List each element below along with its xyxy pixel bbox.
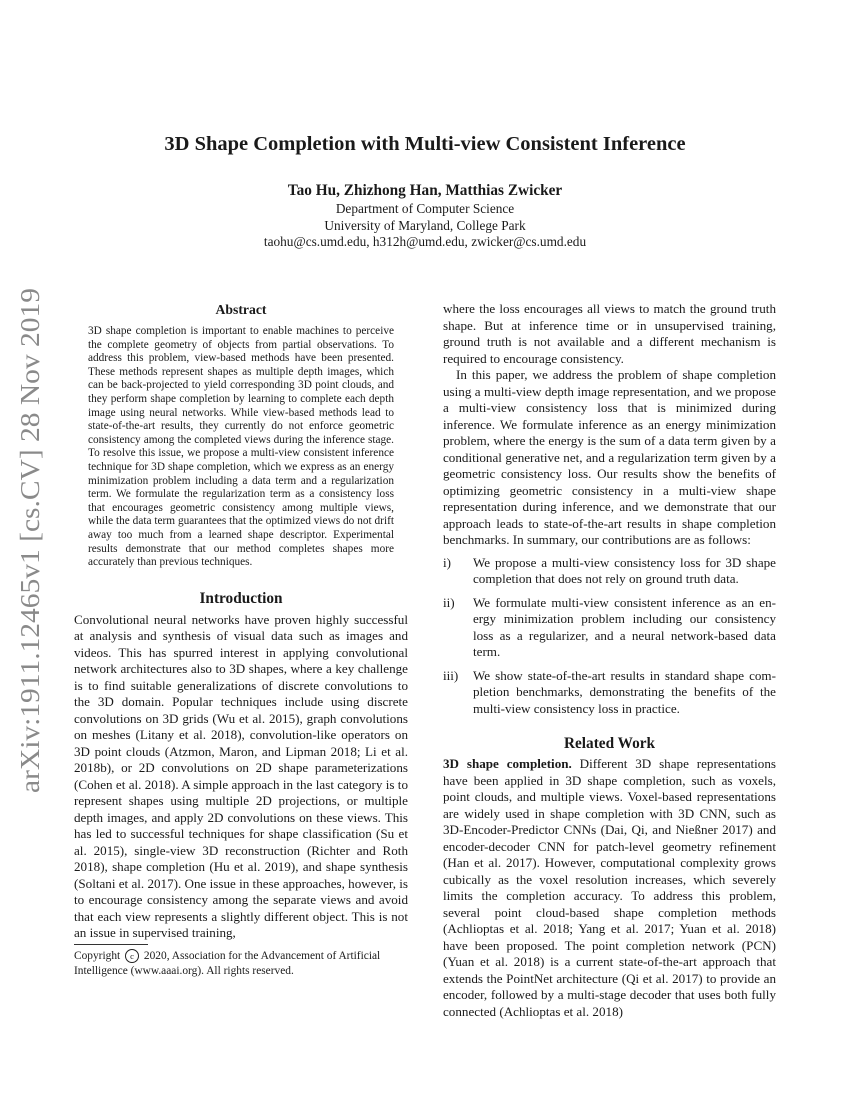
contribution-marker: i) [443, 554, 451, 570]
introduction-paragraph-1: Convolutional neural networks have proven highly successful at analysis and synthesis of visual data such as images and videos. This has spurred interest in applying convolutional network architectures also to 3D shapes, where a key challenge is to find suitable generalizations of discrete convolutions to the 3D domain. Popular techniques include using discrete convolutions on 3D grids (Wu et al. 2015), graph convolutions on meshes (Litany et al. 2018), convolution-like operators on 3D point clouds (Atzmon, Maron, and Lipman 2018; Li et al. 2018b), or 2D convolutions on 2D shape parameterizations (Cohen et al. 2018). A simple approach in the last category is to represent shapes using multiple 2D projections, or multiple depth images, and apply 2D convolutions on these views. This has led to successful techniques for shape classification (Su et al. 2015), single-view 3D reconstruction (Richter and Roth 2018), shape completion (Hu et al. 2019), and shape synthesis (Soltani et al. 2017). One issue in these approaches, however, is to encourage consistency among the separate views and avoid that each view represents a slightly different object. This is not an issue in supervised training, [74, 611, 409, 941]
affiliation-block [60, 201, 790, 251]
contributions-list [443, 555, 776, 718]
related-work-paragraph [443, 756, 776, 1020]
copyright-prefix: Copyright [74, 950, 121, 962]
contribution-item [443, 668, 776, 718]
abstract-heading: Abstract [215, 302, 267, 317]
copyright-icon: c [125, 949, 139, 963]
paper-title: 3D Shape Completion with Multi-view Consistent Inference [164, 133, 686, 155]
introduction-paragraph-1-continued: where the loss encourages all views to match the ground truth shape. But at inference time or in unsupervised training, ground truth is not available and a different mechanism is required to encourage consistency. [443, 301, 776, 366]
abstract-text: 3D shape completion is important to enable machines to perceive the complete geometry of objects from partial observations. To address this problem, view-based methods have been presented. These methods represent shapes as multiple depth images, which can be back-projected to yield corresponding 3D point clouds, and they perform shape completion by learning to complete each depth image using neural networks. While view-based methods lead to state-of-the-art results, they currently do not enforce geometric consistency among the completed views during the inference stage. To resolve this issue, we propose a multi-view consistent inference technique for 3D shape completion, which we express as an energy minimization problem including a data term and a regularization term. We formulate the regularization term as a consistency loss that encourages geometric consistency among multiple views, while the data term guarantees that the optimized views do not drift away too much from a learned shape descriptor. Experimental results demonstrate that our method completes shapes more accurately than previous techniques. [88, 325, 394, 569]
contribution-marker: ii) [443, 594, 455, 610]
abstract-body [88, 325, 394, 570]
introduction-body-continued [443, 301, 776, 717]
contribution-text: We formulate multi-view consistent inference as an energy minimization problem including our consistency loss as a regularizer, and a neural network-based data term. [473, 594, 776, 659]
related-work-body [443, 756, 776, 1020]
affiliation-department: Department of Computer Science [335, 201, 515, 216]
copyright-text: 2020, Association for the Advancement of Artificial Intelligence (www.aaai.org). All rights reserved. [74, 950, 381, 977]
affiliation-university: University of Maryland, College Park [324, 217, 526, 233]
introduction-body [74, 612, 408, 942]
arxiv-id: arXiv:1911.12465v1 [cs.CV] 28 Nov 2019 [15, 330, 45, 793]
related-work-heading: Related Work [563, 735, 656, 752]
author-list: Tao Hu, Zhizhong Han, Matthias Zwicker [287, 182, 563, 199]
author-emails: taohu@cs.umd.edu, h312h@umd.edu, zwicker@cs.umd.edu [263, 234, 587, 249]
arxiv-stamp-graphic [8, 285, 48, 795]
left-column [74, 301, 408, 942]
footnote-rule [74, 944, 148, 945]
related-work-text: Different 3D shape representations have been applied in 3D shape completion, such as voxels, point clouds, and multiple views. Voxel-based representations are widely used in shape completion with 3D CNN, such as 3D-Encoder-Predictor CNNs (Dai, Qi, and Nießner 2017) and encoder-decoder CNN for patch-level geometry refinement (Han et al. 2017). However, computational complexity grows cubically as the voxel resolution increases, which severely limits the completion accuracy. To address this problem, several point cloud-based shape completion methods (Achlioptas et al. 2018; Yang et al. 2017; Yuan et al. 2018) have been proposed. The point completion network (PCN) (Yuan et al. 2018) is a current state-of-the-art approach that extends the PointNet architecture (Qi et al. 2017) to provide an encoder, followed by a multi-stage decoder that uses both fully connected (Achlioptas et al. 2018) [443, 756, 776, 1019]
contribution-marker: iii) [443, 667, 459, 683]
introduction-paragraph-2: In this paper, we address the problem of shape completion using a multi-view depth image representation, and we propose a multi-view consistency loss that is minimized during inference. We formulate inference as an energy minimization problem, where the energy is the sum of a data term given by a conditional generative net, and a regularization term given by a geometric consistency loss. Our results show the benefits of optimizing geometric consistency in a multi-view shape representation during inference, and we demonstrate that our approach leads to state-of-the-art results in shape completion benchmarks. In summary, our contributions are as follows: [443, 367, 776, 547]
arxiv-stamp [8, 285, 48, 795]
contribution-text: We show state-of-the-art results in standard shape completion benchmarks, demonstrating the benefits of the multi-view consistency loss in practice. [473, 667, 776, 716]
copyright-footnote [74, 949, 414, 978]
introduction-heading: Introduction [199, 589, 283, 607]
right-column [443, 301, 776, 1020]
contribution-text: We propose a multi-view consistency loss for 3D shape completion that does not rely on ground truth data. [473, 554, 776, 586]
related-work-runin: 3D shape completion. [443, 756, 572, 771]
contribution-item [443, 595, 776, 661]
contribution-item [443, 555, 776, 588]
